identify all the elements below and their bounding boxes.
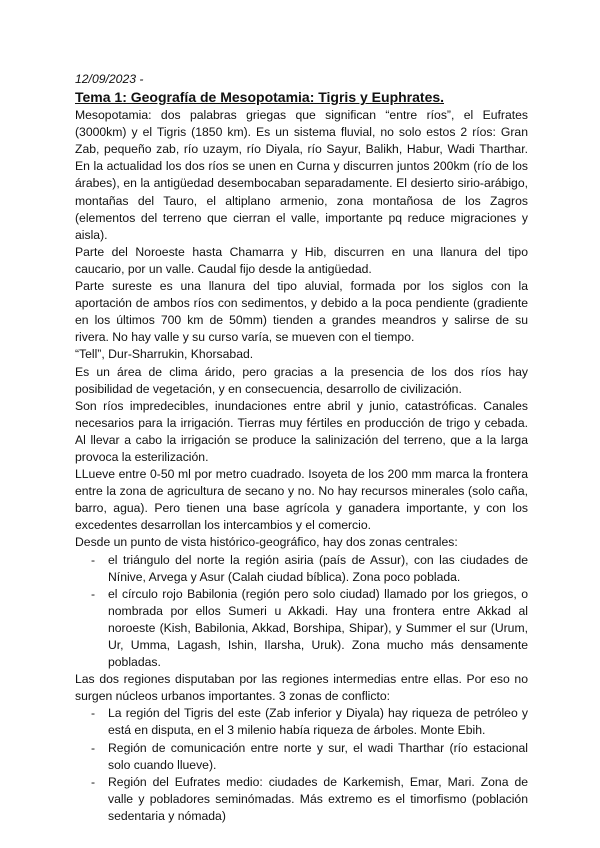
bullet-marker: -	[91, 552, 96, 567]
list-item	[75, 586, 528, 671]
paragraph: Mesopotamia: dos palabras griegas que significan “entre ríos”, el Eufrates (3000km) y el Tigris (1850 km). Es un sistema fluvial, no solo estos 2 ríos: Gran Zab, pequeño zab, río uzaym, río Diyala, río Sayur, Balikh, Habur, Wadi Tharthar. En la actualidad los dos ríos se unen en Curna y discurren juntos 200km (río de los árabes), en la antigüedad desembocaban separadamente. El desierto sirio-arábigo, montañas del Tauro, el altiplano armenio, zona montañosa de los Zagros (elementos del terreno que cierran el valle, importante pq reduce migraciones y aisla).	[75, 108, 528, 242]
list-item	[75, 740, 528, 774]
list-item	[75, 552, 528, 586]
paragraph: Parte sureste es una llanura del tipo aluvial, formada por los siglos con la aportación de ambos ríos con sedimentos, y debido a la poca pendiente (gradiente en los últimos 700 km de 50mm) tienden a grandes meandros y salirse de su rivera. No hay valle y su curso varía, se mueven con el tiempo.	[75, 279, 528, 345]
paragraph: LLueve entre 0-50 ml por metro cuadrado. Isoyeta de los 200 mm marca la frontera entre la zona de agricultura de secano y no. No hay recursos minerales (solo caña, barro, agua). Pero tienen una base agrícola y ganadera importante, y con los excedentes desarrollan los intercambios y el comercio.	[75, 467, 528, 533]
paragraph: Son ríos impredecibles, inundaciones entre abril y junio, catastróficas. Canales necesarios para la irrigación. Tierras muy fértiles en producción de trigo y cebada. Al llevar a cabo la irrigación se produce la salinización del terreno, que a la larga provoca la esterilización.	[75, 398, 528, 464]
document-page	[75, 71, 528, 825]
list-item-text: La región del Tigris del este (Zab inferior y Diyala) hay riqueza de petróleo y está en disputa, en el 3 milenio había riqueza de árboles. Monte Ebih.	[108, 706, 528, 738]
list-item-text: Región del Eufrates medio: ciudades de Karkemish, Emar, Mari. Zona de valle y pobladores seminómadas. Más extremo es el timorfismo (población sedentaria y nómada)	[108, 774, 528, 823]
paragraph: Parte del Noroeste hasta Chamarra y Hib, discurren en una llanura del tipo caucario, por un valle. Caudal fijo desde la antigüedad.	[75, 244, 528, 276]
bullet-marker: -	[91, 740, 96, 755]
document-date: 12/09/2023 -	[75, 72, 144, 86]
paragraph: Las dos regiones disputaban por las regiones intermedias entre ellas. Por eso no surgen núcleos urbanos importantes. 3 zonas de conflicto:	[75, 672, 528, 704]
paragraph: Es un área de clima árido, pero gracias a la presencia de los dos ríos hay posibilidad de vegetación, y en consecuencia, desarrollo de civilización.	[75, 364, 528, 396]
list-item-text: el círculo rojo Babilonia (región pero solo ciudad) llamado por los griegos, o nombrada por ellos Sumeri u Akkadi. Hay una frontera entre Akkad al noroeste (Kish, Babilonia, Akkad, Borshipa, Shipar), y Summer el sur (Urum, Ur, Umma, Lagash, Ishin, Ilarsha, Uruk). Zona mucho más densamente pobladas.	[108, 586, 528, 670]
conflict-zones-list	[75, 705, 528, 825]
list-item-text: Región de comunicación entre norte y sur, el wadi Tharthar (río estacional solo cuando llueve).	[108, 740, 528, 772]
list-item	[75, 774, 528, 825]
list-item	[75, 705, 528, 739]
bullet-marker: -	[91, 706, 96, 721]
paragraph: “Tell”, Dur-Sharrukin, Khorsabad.	[75, 347, 254, 362]
central-zones-list	[75, 552, 528, 672]
bullet-marker: -	[91, 774, 96, 789]
paragraph: Desde un punto de vista histórico-geográfico, hay dos zonas centrales:	[75, 535, 458, 550]
list-item-text: el triángulo del norte la región asiria (país de Assur), con las ciudades de Nínive, Arvega y Asur (Calah ciudad bíblica). Zona poco poblada.	[108, 552, 528, 584]
document-title: Tema 1: Geografía de Mesopotamia: Tigris y Euphrates.	[75, 89, 445, 106]
bullet-marker: -	[91, 586, 96, 601]
